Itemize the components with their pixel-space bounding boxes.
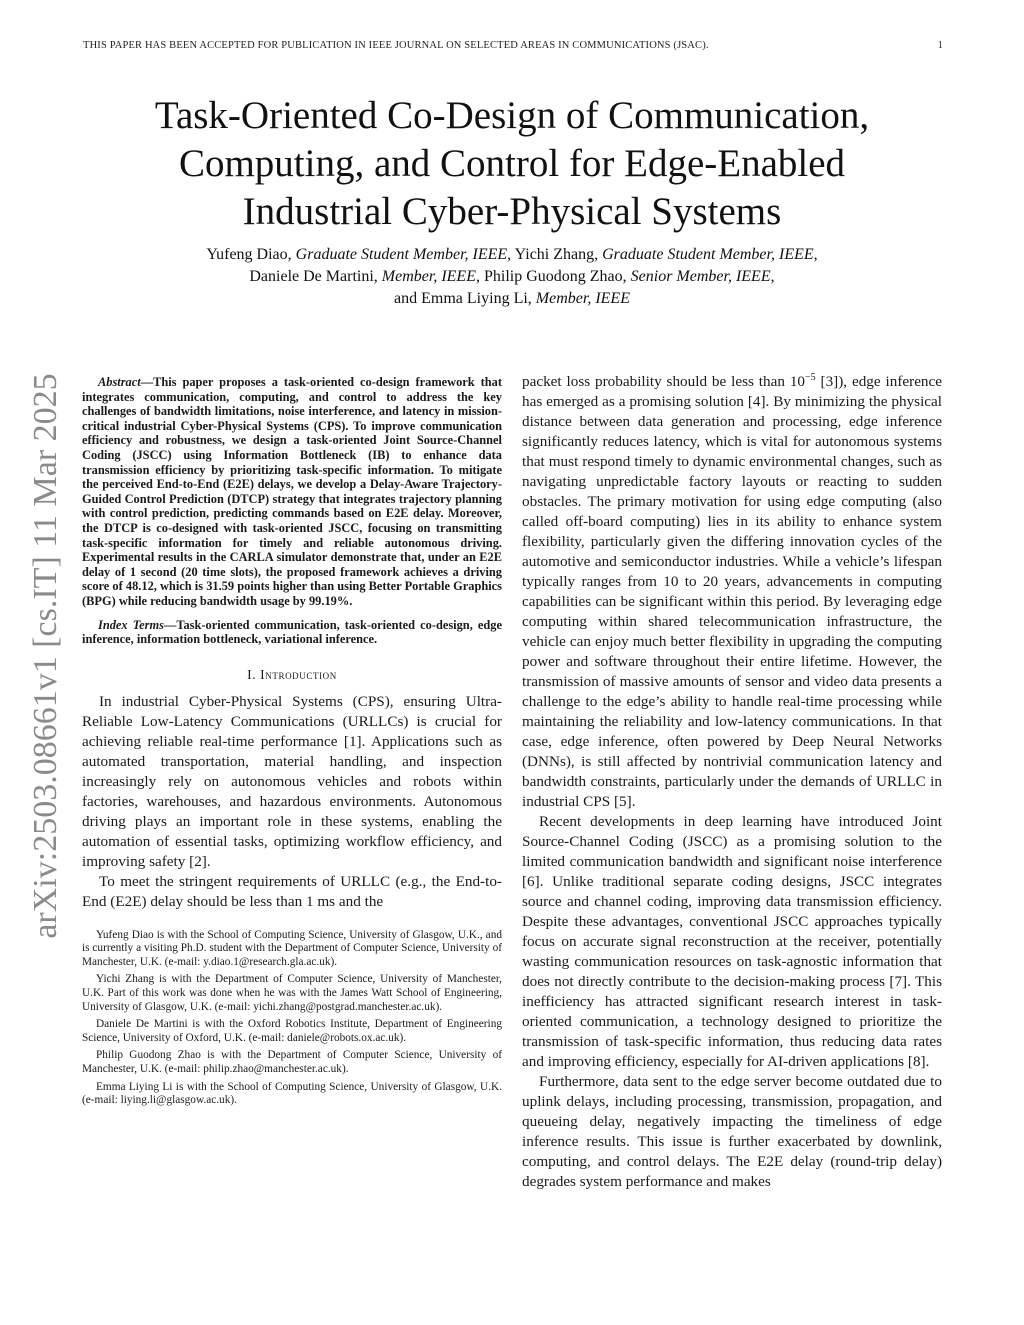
paragraph bbox=[522, 372, 942, 812]
footnote: Yufeng Diao is with the School of Computing Science, University of Glasgow, U.K., and is currently a visiting Ph.D. student with the Department of Computer Science, University of Manchester, U.K. (e-mail: y.diao.1@research.gla.ac.uk). bbox=[82, 928, 502, 968]
footnote: Daniele De Martini is with the Oxford Robotics Institute, Department of Engineering Science, University of Oxford, U.K. (e-mail: daniele@robots.ox.ac.uk). bbox=[82, 1018, 502, 1044]
author-list bbox=[0, 244, 1024, 310]
exponent: −5 bbox=[805, 371, 816, 383]
author-role: Graduate Student Member, IEEE bbox=[602, 246, 814, 263]
paragraph: In industrial Cyber-Physical Systems (CPS), ensuring Ultra-Reliable Low-Latency Communications (URLLCs) is crucial for achieving reliable real-time performance [1]. Applications such as automated transportation, material handling, and inspection increasingly rely on autonomous vehicles and robots within factories, warehouses, and hazardous environments. Autonomous driving plays an important role in these systems, enabling the automation of essential tasks, optimizing workflow efficiency, and improving safety [2]. bbox=[82, 692, 502, 870]
index-terms bbox=[82, 618, 502, 647]
author-name: Daniele De Martini, bbox=[249, 268, 382, 285]
paragraph: Recent developments in deep learning have introduced Joint Source-Channel Coding (JSCC) as a promising solution to the limited communication bandwidth and significant noise interference [6]. Unlike traditional separate coding designs, JSCC integrates source and channel coding, improving data transmission efficiency. Despite these advantages, conventional JSCC approaches typically focus on accurate signal reconstruction at the receiver, potentially wasting communication resources on task-agnostic information that does not directly contribute to the decision-making process [7]. This inefficiency has attracted significant research interest in task-oriented communication, a technology designed to prioritize the transmission of task-specific information, thus reducing data rates and improving efficiency, especially for AI-driven applications [8]. bbox=[522, 813, 942, 1070]
index-terms-label: Index Terms bbox=[98, 617, 164, 632]
right-body bbox=[522, 372, 942, 1192]
section-title: Introduction bbox=[260, 666, 337, 682]
running-head-text: THIS PAPER HAS BEEN ACCEPTED FOR PUBLICATION IN IEEE JOURNAL ON SELECTED AREAS IN COMMUNICATIONS (JSAC). bbox=[83, 40, 709, 51]
author-role: Graduate Student Member, IEEE bbox=[295, 246, 508, 263]
page-number: 1 bbox=[937, 40, 943, 51]
left-body bbox=[82, 692, 502, 912]
left-column bbox=[82, 375, 502, 1112]
title-line: Industrial Cyber-Physical Systems bbox=[242, 190, 782, 233]
paragraph-text: [3]), edge inference has emerged as a promising solution [4]. By minimizing the physical distance between data generation and processing, edge inference significantly reduces latency, which is vital for autonomous systems that must respond timely to dynamic environmental changes, such as navigating unpredictable factory layouts or reacting to sudden obstacles. The primary motivation for using edge computing (also called off-board computing) lies in its ability to enhance system flexibility, particularly given the differing innovation cycles of the automotive and semiconductor industries. While a vehicle’s lifespan typically ranges from 10 to 20 years, advancements in computing capabilities can be significant within this period. By leveraging edge computing within shared telecommunication infrastructure, the vehicle can enjoy much better flexibility in upgrading the computing power and software throughout their entire lifetime. However, the transmission of massive amounts of sensor and video data presents a challenge to the edge’s ability to handle real-time processing while maintaining the reliability and low-latency communications. In that case, edge inference, often powered by Deep Neural Networks (DNNs), is still affected by nontrivial communication latency and bandwidth constraints, particularly under the demands of URLLC in industrial CPS [5]. bbox=[522, 373, 943, 810]
author-role: Member, IEEE bbox=[381, 268, 476, 285]
author-separator: , bbox=[813, 246, 818, 263]
footnote: Emma Liying Li is with the School of Computing Science, University of Glasgow, U.K. (e-mail: liying.li@glasgow.ac.uk). bbox=[82, 1080, 502, 1107]
author-role: Member, IEEE bbox=[535, 290, 630, 307]
title-line: Computing, and Control for Edge-Enabled bbox=[178, 142, 846, 185]
footnote: Philip Guodong Zhao is with the Department of Computer Science, University of Manchester, U.K. (e-mail: philip.zhao@manchester.ac.uk). bbox=[82, 1049, 502, 1076]
section-numeral: I. bbox=[247, 666, 261, 682]
running-head bbox=[83, 40, 943, 51]
author-line bbox=[0, 266, 1024, 288]
footnotes bbox=[82, 929, 502, 1108]
arxiv-identifier: arXiv:2503.08661v1 [cs.IT] 11 Mar 2025 bbox=[27, 373, 64, 939]
right-column bbox=[522, 372, 942, 1192]
author-separator: , bbox=[770, 268, 775, 285]
author-name: , Philip Guodong Zhao, bbox=[475, 268, 631, 285]
author-role: Senior Member, IEEE bbox=[630, 268, 771, 285]
abstract-text: —This paper proposes a task-oriented co-design framework that integrates communication, computing, and control to address the key challenges of bandwidth limitations, noise interference, and latency in mission-critical industrial Cyber-Physical Systems (CPS). To improve communication efficiency and robustness, we design a task-oriented Joint Source-Channel Coding (JSCC) using Information Bottleneck (IB) to enhance data transmission efficiency by prioritizing task-specific information. To mitigate the perceived End-to-End (E2E) delays, we develop a Delay-Aware Trajectory-Guided Control Prediction (DTCP) strategy that integrates trajectory planning with control prediction, predicting commands based on E2E delay. Moreover, the DTCP is co-designed with task-oriented JSCC, focusing on transmitting task-specific information for timely and reliable autonomous driving. Experimental results in the CARLA simulator demonstrate that, under an E2E delay of 1 second (20 time slots), the proposed framework achieves a driving score of 48.12, which is 31.59 points higher than using Better Portable Graphics (BPG) while reducing bandwidth usage by 99.19%. bbox=[82, 375, 502, 608]
abstract-label: Abstract bbox=[98, 375, 141, 389]
footnote: Yichi Zhang is with the Department of Computer Science, University of Manchester, U.K. Part of this work was done when he was with the James Watt School of Engineering, University of Glasgow, U.K. (e-mail: yichi.zhang@postgrad.manchester.ac.uk). bbox=[82, 973, 502, 1013]
title-line: Task-Oriented Co-Design of Communication, bbox=[154, 94, 870, 137]
section-heading bbox=[82, 667, 502, 683]
author-name: , Yichi Zhang, bbox=[507, 246, 603, 263]
abstract bbox=[82, 375, 502, 609]
index-terms-text: —Task-oriented communication, task-oriented co-design, edge inference, information bottleneck, variational inference. bbox=[82, 617, 503, 647]
paragraph-text: packet loss probability should be less than 10 bbox=[522, 373, 806, 390]
paper-title bbox=[0, 92, 1024, 236]
author-name: Yufeng Diao, bbox=[206, 246, 296, 263]
author-name: and Emma Liying Li, bbox=[394, 290, 536, 307]
paragraph: To meet the stringent requirements of URLLC (e.g., the End-to-End (E2E) delay should be less than 1 ms and the bbox=[82, 872, 502, 910]
author-line bbox=[0, 288, 1024, 310]
author-line bbox=[0, 244, 1024, 266]
paragraph: Furthermore, data sent to the edge server become outdated due to uplink delays, including processing, transmission, propagation, and queueing delay, negatively impacting the timeliness of edge inference results. This issue is further exacerbated by downlink, computing, and control delays. The E2E delay (round-trip delay) degrades system performance and makes bbox=[522, 1073, 942, 1190]
